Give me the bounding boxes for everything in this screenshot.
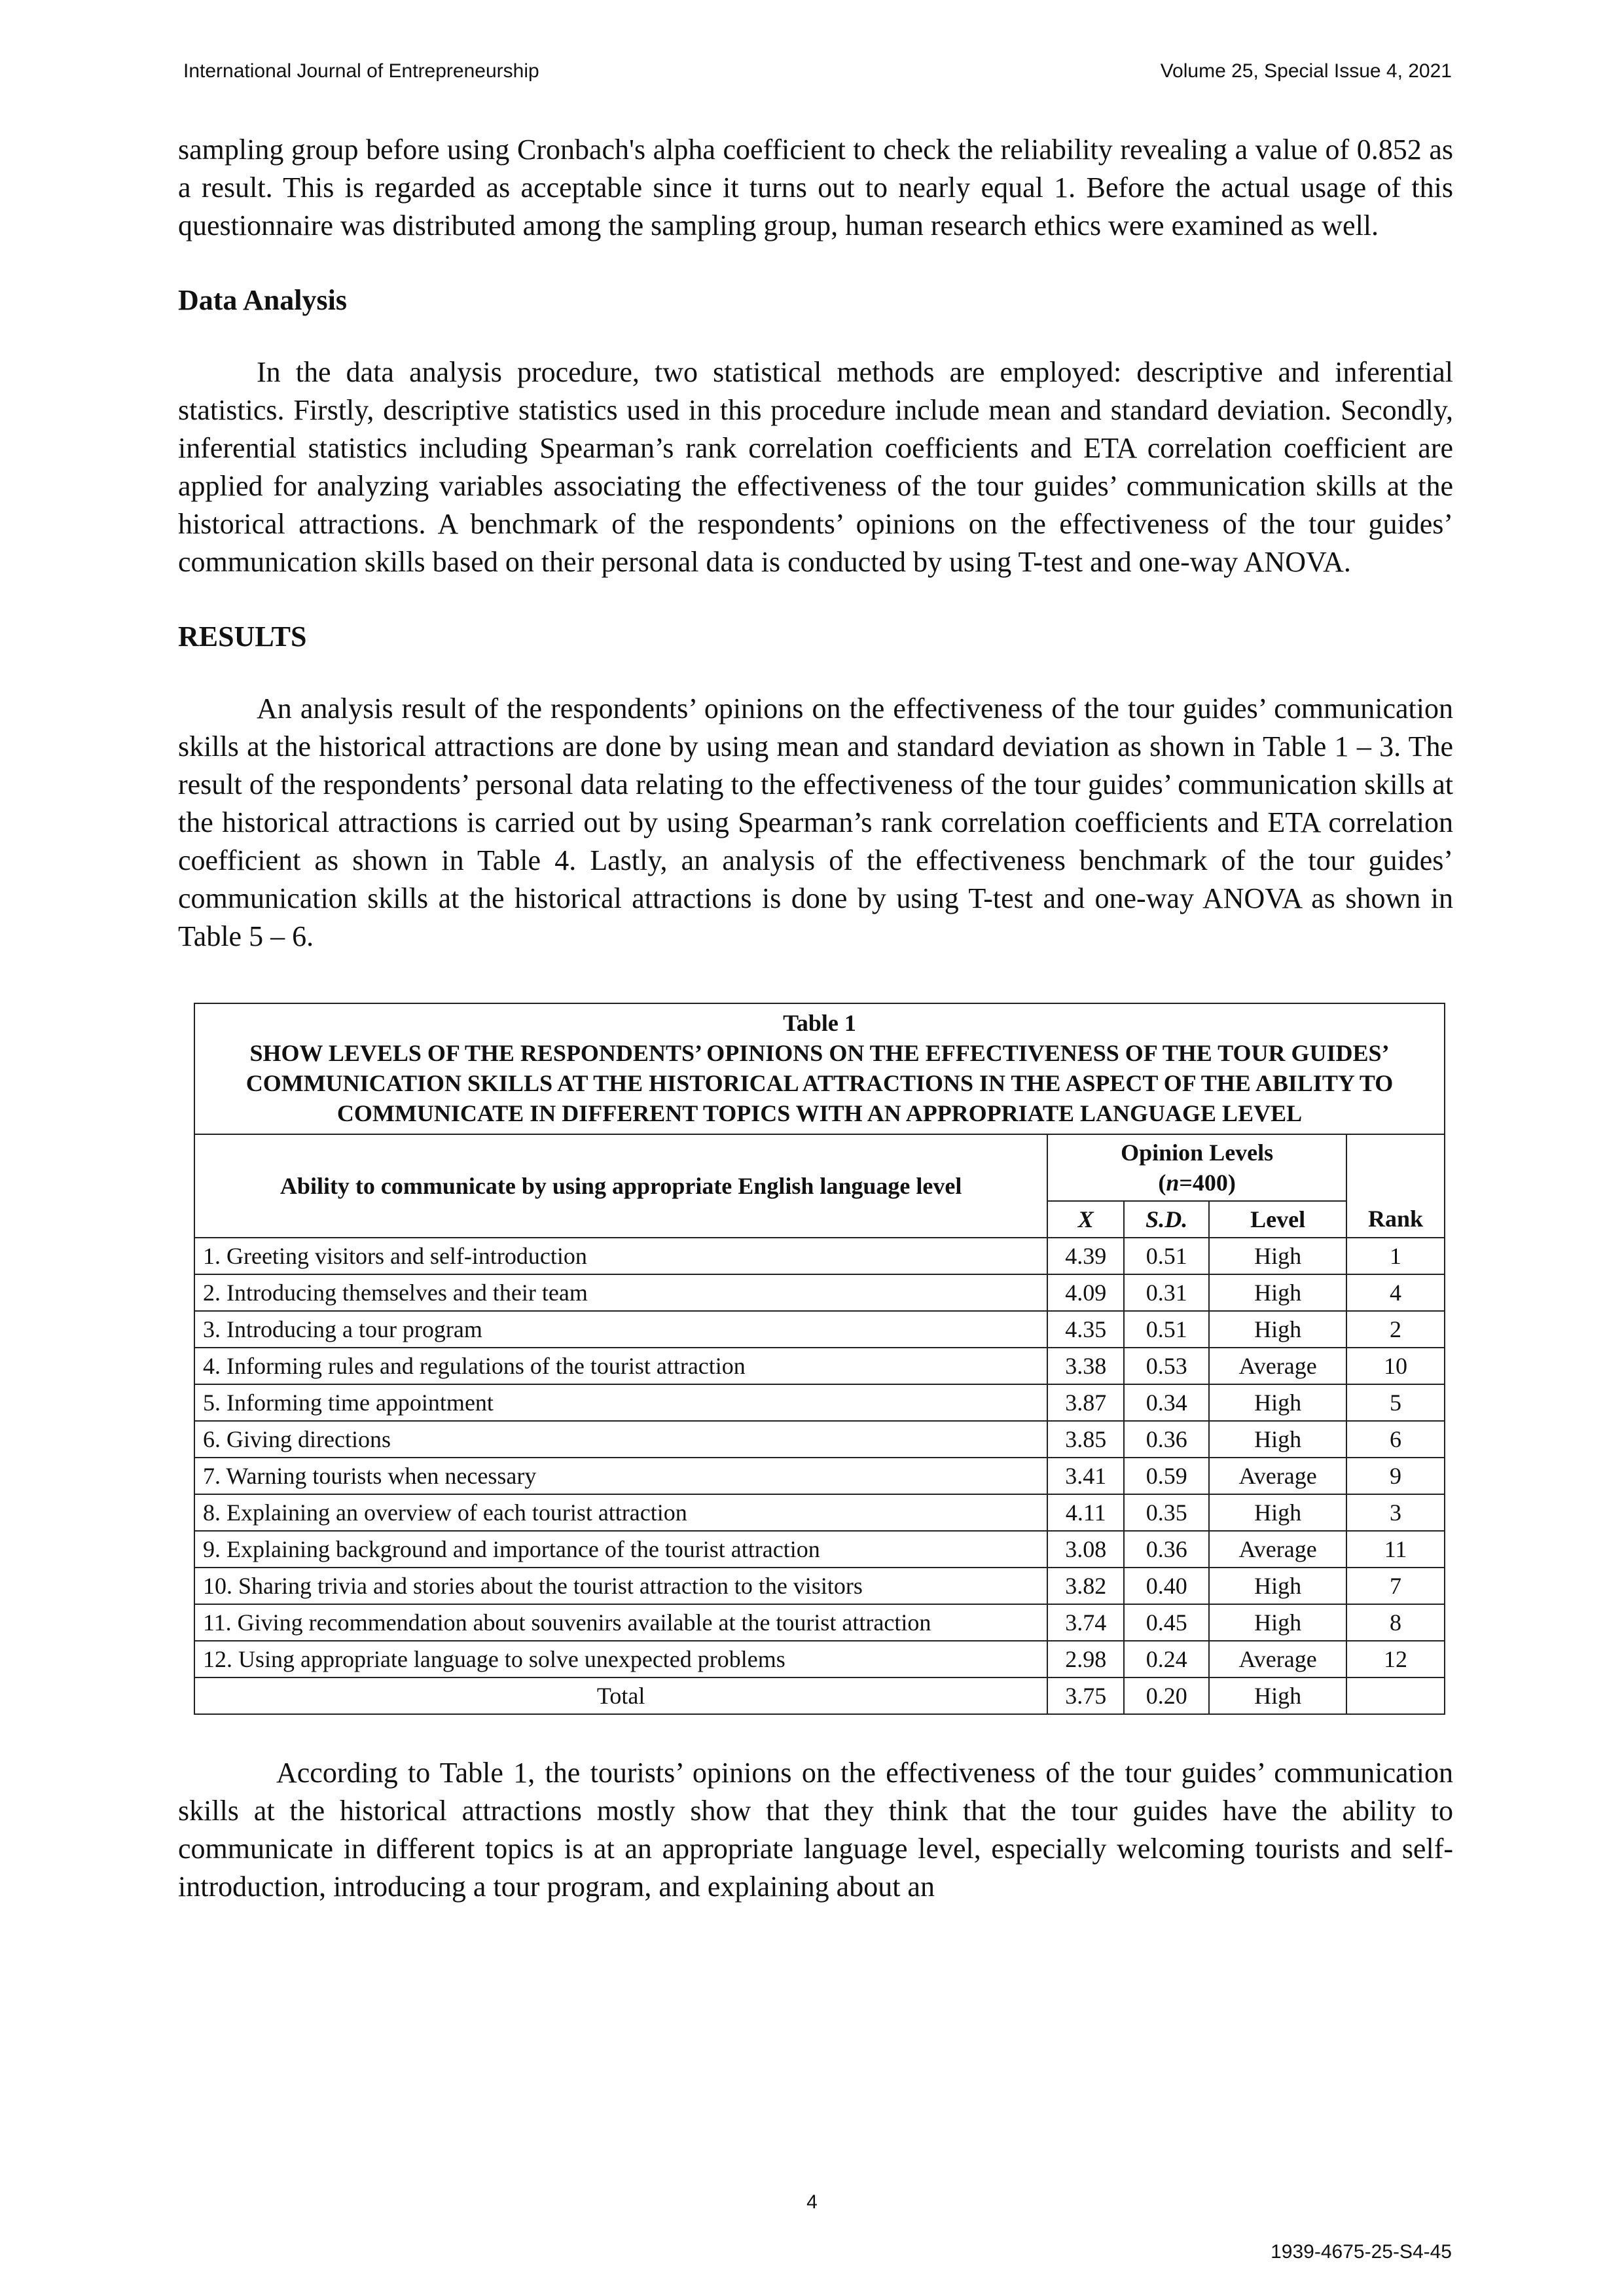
table-label: Table 1	[783, 1010, 856, 1036]
row-item: 9. Explaining background and importance of the tourist attraction	[194, 1531, 1047, 1568]
row-mean: 3.08	[1047, 1531, 1124, 1568]
sample-size: (n=400)	[1158, 1170, 1236, 1196]
row-sd: 0.51	[1124, 1311, 1209, 1348]
header-rank: Rank	[1346, 1201, 1445, 1238]
row-rank: 2	[1346, 1311, 1445, 1348]
table-row	[194, 1604, 1445, 1641]
row-rank: 11	[1346, 1531, 1445, 1568]
table-row	[194, 1494, 1445, 1531]
row-item: 6. Giving directions	[194, 1421, 1047, 1458]
opinion-levels-label: Opinion Levels	[1121, 1139, 1274, 1166]
row-item: 4. Informing rules and regulations of the tourist attraction	[194, 1348, 1047, 1384]
row-level: Average	[1209, 1348, 1346, 1384]
table-row	[194, 1238, 1445, 1274]
row-sd: 0.53	[1124, 1348, 1209, 1384]
row-item: 12. Using appropriate language to solve unexpected problems	[194, 1641, 1047, 1677]
row-mean: 3.87	[1047, 1384, 1124, 1421]
header-opinion-levels	[1047, 1134, 1346, 1201]
row-mean: 4.11	[1047, 1494, 1124, 1531]
table-row	[194, 1384, 1445, 1421]
journal-name: International Journal of Entrepreneurship	[183, 60, 539, 82]
header-mean: X	[1047, 1201, 1124, 1238]
table-row	[194, 1568, 1445, 1604]
row-rank: 8	[1346, 1604, 1445, 1641]
article-code: 1939-4675-25-S4-45	[1271, 2241, 1452, 2263]
row-rank: 10	[1346, 1348, 1445, 1384]
table-caption	[194, 1003, 1445, 1134]
header-sd: S.D.	[1124, 1201, 1209, 1238]
row-item: 11. Giving recommendation about souvenirs available at the tourist attraction	[194, 1604, 1047, 1641]
volume-info: Volume 25, Special Issue 4, 2021	[1160, 60, 1452, 82]
table-row	[194, 1421, 1445, 1458]
row-sd: 0.59	[1124, 1458, 1209, 1494]
table-row	[194, 1311, 1445, 1348]
row-mean: 3.38	[1047, 1348, 1124, 1384]
results-paragraph: An analysis result of the respondents’ opinions on the effectiveness of the tour guides’ communication skills at the historical attractions are done by using mean and standard deviation as shown in Table 1 – 3. The result of the respondents’ personal data relating to the effectiveness of the tour guides’ communication skills at the historical attractions is carried out by using Spearman’s rank correlation coefficients and ETA correlation coefficient as shown in Table 4. Lastly, an analysis of the effectiveness benchmark of the tour guides’ communication skills at the historical attractions is done by using T-test and one-way ANOVA as shown in Table 5 – 6.	[178, 692, 1453, 952]
row-level: High	[1209, 1494, 1346, 1531]
row-sd: 0.24	[1124, 1641, 1209, 1677]
data-analysis-heading: Data Analysis	[178, 284, 347, 316]
row-item: 2. Introducing themselves and their team	[194, 1274, 1047, 1311]
discussion-paragraph: According to Table 1, the tourists’ opinions on the effectiveness of the tour guides’ communication skills at the historical attractions mostly show that they think that the tour guides have the ability to communicate in different topics is at an appropriate language level, especially welcoming tourists and self-introduction, introducing a tour program, and explaining about an	[178, 1757, 1453, 1903]
total-rank	[1346, 1677, 1445, 1714]
row-rank: 9	[1346, 1458, 1445, 1494]
row-rank: 3	[1346, 1494, 1445, 1531]
row-mean: 3.82	[1047, 1568, 1124, 1604]
table-row	[194, 1458, 1445, 1494]
row-level: Average	[1209, 1458, 1346, 1494]
table-title: SHOW LEVELS OF THE RESPONDENTS’ OPINIONS ON THE EFFECTIVENESS OF THE TOUR GUIDES’ COMMUNICATION SKILLS AT THE HISTORICAL ATTRACTIONS IN THE ASPECT OF THE ABILITY TO COMMUNICATE IN DIFFERENT TOPICS WITH AN APPROPRIATE LANGUAGE LEVEL	[245, 1040, 1394, 1126]
header-rank-spacer	[1346, 1134, 1445, 1201]
row-sd: 0.35	[1124, 1494, 1209, 1531]
row-item: 1. Greeting visitors and self-introduction	[194, 1238, 1047, 1274]
total-mean: 3.75	[1047, 1677, 1124, 1714]
row-item: 3. Introducing a tour program	[194, 1311, 1047, 1348]
total-level: High	[1209, 1677, 1346, 1714]
row-level: High	[1209, 1568, 1346, 1604]
page-body	[178, 131, 1453, 1906]
row-level: Average	[1209, 1641, 1346, 1677]
total-sd: 0.20	[1124, 1677, 1209, 1714]
row-level: High	[1209, 1384, 1346, 1421]
page-number: 4	[806, 2191, 818, 2213]
row-sd: 0.31	[1124, 1274, 1209, 1311]
header-level: Level	[1209, 1201, 1346, 1238]
row-sd: 0.40	[1124, 1568, 1209, 1604]
table-row	[194, 1274, 1445, 1311]
row-level: High	[1209, 1274, 1346, 1311]
row-mean: 2.98	[1047, 1641, 1124, 1677]
row-item: 8. Explaining an overview of each tourist attraction	[194, 1494, 1047, 1531]
total-label: Total	[194, 1677, 1047, 1714]
results-heading: RESULTS	[178, 620, 307, 653]
row-sd: 0.34	[1124, 1384, 1209, 1421]
row-level: High	[1209, 1604, 1346, 1641]
intro-paragraph: sampling group before using Cronbach's alpha coefficient to check the reliability revealing a value of 0.852 as a result. This is regarded as acceptable since it turns out to nearly equal 1. Before the actual usage of this questionnaire was distributed among the sampling group, human research ethics were examined as well.	[178, 134, 1453, 242]
table-1	[194, 1003, 1445, 1715]
row-rank: 4	[1346, 1274, 1445, 1311]
table-row	[194, 1531, 1445, 1568]
row-sd: 0.45	[1124, 1604, 1209, 1641]
row-mean: 4.35	[1047, 1311, 1124, 1348]
row-rank: 1	[1346, 1238, 1445, 1274]
row-rank: 12	[1346, 1641, 1445, 1677]
row-mean: 4.09	[1047, 1274, 1124, 1311]
row-rank: 5	[1346, 1384, 1445, 1421]
row-sd: 0.36	[1124, 1421, 1209, 1458]
row-item: 7. Warning tourists when necessary	[194, 1458, 1047, 1494]
row-level: High	[1209, 1311, 1346, 1348]
row-item: 5. Informing time appointment	[194, 1384, 1047, 1421]
table-row	[194, 1348, 1445, 1384]
row-sd: 0.51	[1124, 1238, 1209, 1274]
row-level: High	[1209, 1238, 1346, 1274]
row-mean: 3.85	[1047, 1421, 1124, 1458]
row-mean: 3.41	[1047, 1458, 1124, 1494]
row-mean: 4.39	[1047, 1238, 1124, 1274]
row-item: 10. Sharing trivia and stories about the tourist attraction to the visitors	[194, 1568, 1047, 1604]
row-level: High	[1209, 1421, 1346, 1458]
row-mean: 3.74	[1047, 1604, 1124, 1641]
data-analysis-paragraph: In the data analysis procedure, two statistical methods are employed: descriptive and inferential statistics. Firstly, descriptive statistics used in this procedure include mean and standard deviation. Secondly, inferential statistics including Spearman’s rank correlation coefficients and ETA correlation coefficient are applied for analyzing variables associating the effectiveness of the tour guides’ communication skills at the historical attractions. A benchmark of the respondents’ opinions on the effectiveness of the tour guides’ communication skills based on their personal data is conducted by using T-test and one-way ANOVA.	[178, 356, 1453, 578]
table-row	[194, 1641, 1445, 1677]
row-sd: 0.36	[1124, 1531, 1209, 1568]
row-rank: 6	[1346, 1421, 1445, 1458]
header-ability: Ability to communicate by using appropriate English language level	[194, 1134, 1047, 1238]
row-rank: 7	[1346, 1568, 1445, 1604]
row-level: Average	[1209, 1531, 1346, 1568]
